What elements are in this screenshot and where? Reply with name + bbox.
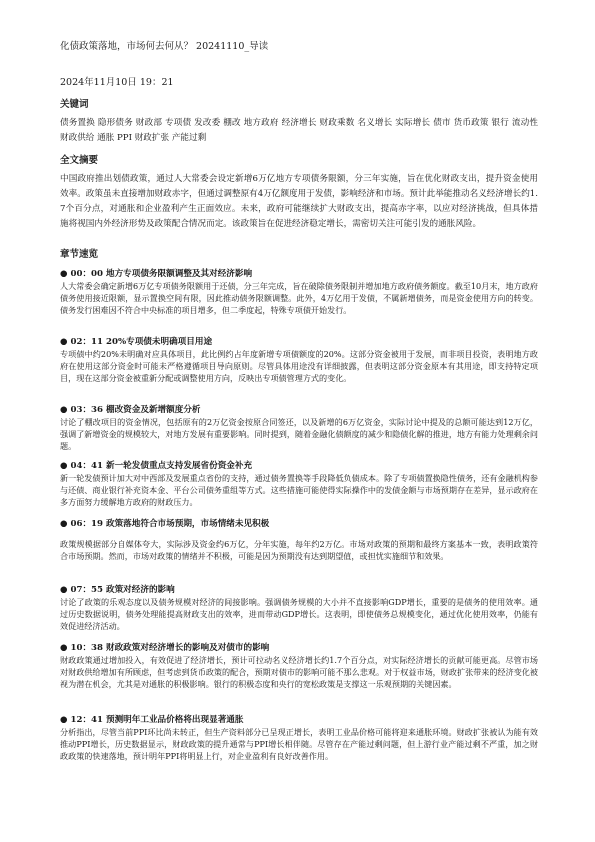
chapter-body: 新一轮发债预计加大对中西部及发展重点省份的支持，通过债务置换等手段降低负债成本。除了专项债置换隐性债务，还有金融机构参与还债、商业银行补充资本金、平台公司债务重组等方式。这些措施可能使得实际操作中的发债金额与市场预期存在差异，显示政府在多方面努力缓解地方政府的财政压力。 [60,473,538,507]
chapter-title: ● 04：41 新一轮发债重点支持发展省份资金补充 [60,461,253,471]
chapter-body: 人大常委会确定新增6万亿专项债务限额用于还债，分三年完成，旨在破除债务限制并增加地方政府债务额度。截至10月末，地方政府债务使用接近限额，显示置换空间有限，因此推动债务限额调整。此外，4万亿用于发债，不属新增债务，而是资金使用方向的转变。债务发行困难因不符合中央标准的项目增多，但二季度起，特殊专项债开始发行。 [60,281,538,315]
summary-heading: 全文摘要 [60,155,99,166]
chapter-title: ● 10：38 财政政策对经济增长的影响及对债市的影响 [60,643,270,653]
chapter-title: ● 03：36 棚改资金及新增额度分析 [60,405,201,415]
chapter-title: ● 07：55 政策对经济的影响 [60,585,175,595]
keywords-heading: 关键词 [60,99,89,110]
chapter-body: 分析指出，尽管当前PPI环比尚未转正，但生产资料部分已呈现正增长，表明工业品价格可能将迎来通胀环境。财政扩张被认为能有效推动PPI增长，历史数据显示，财政政策的提升通常与PPI增长相伴随。尽管存在产能过剩问题，但上游行业产能过剩不严重，加之财政政策的快速落地，预计明年PPI将明显上行，对企业盈利有良好改善作用。 [60,727,538,761]
chapter-title: ● 12：41 预测明年工业品价格将出现显著通胀 [60,715,244,725]
chapters-heading: 章节速览 [60,249,99,260]
chapter-title: ● 02：11 20%专项债未明确项目用途 [60,337,213,347]
chapter-body: 讨论了政策的乐观态度以及债务规模对经济的间接影响。强调债务规模的大小并不直接影响GDP增长，重要的是债务的使用效率。通过历史数据说明，债务处理能提高财政支出的效率，进而带动GDP增长。这表明，即使债务总规模变化，通过优化使用效率，仍能有效促进经济活动。 [60,597,538,631]
chapter-body: 讨论了棚改项目的资金情况，包括原有的2万亿资金按原合同签还，以及新增的6万亿资金，实际讨论中提及的总额可能达到12万亿，强调了新增资金的规模较大，对地方发展有重要影响。同时提到，随着金融化债额度的减少和隐债化解的推进，地方有能力处理剩余问题。 [60,417,538,451]
summary-text: 中国政府推出划债政策，通过人大常委会设定新增6万亿地方专项债务限额，分三年实施，旨在优化财政支出，提升资金使用效率。政策虽未直接增加财政赤字，但通过调整原有4万亿额度用于发债，影响经济和市场。预计此举能推动名义经济增长约1.7个百分点，对通胀和企业盈利产生正面效应。未来，政府可能继续扩大财政支出，提高赤字率，以应对经济挑战，但具体措施将视国内外经济形势及政策配合情况而定。该政策旨在促进经济稳定增长，需密切关注可能引发的通胀风险。 [60,174,538,229]
chapter-body: 专项债中约20%未明确对应具体项目，此比例约占年度新增专项债额度的20%。这部分资金被用于发展，而非项目投资，表明地方政府在使用这部分资金时可能未严格遵循项目导向原则。尽管具体用途没有详细披露，但表明这部分资金原本有其用途，即支持特定项目，现在这部分资金被重新分配或调整使用方向，反映出专项债管理方式的变化。 [60,349,538,383]
document-title: 化债政策落地，市场何去何从？ 20241110_导读 [60,41,269,52]
chapter-title: ● 06：19 政策落地符合市场预期，市场情绪未见积极 [60,519,270,529]
keywords-text: 债务置换 隐形债务 财政部 专项债 发改委 棚改 地方政府 经济增长 财政乘数 名义增长 实际增长 债市 货币政策 银行 流动性 财政供给 通胀 PPI 财政扩张 产能过剩 [60,118,538,143]
document-date: 2024年11月10日 19：21 [60,77,174,88]
chapter-body: 财政政策通过增加投入，有效促进了经济增长，预计可拉动名义经济增长约1.7个百分点，对实际经济增长的贡献可能更高。尽管市场对财政供给增加有所顾虑，但考虑到货币政策的配合，预期对债市的影响可能不那么悲观。对于权益市场，财政扩张带来的经济变化被视为潜在机会，尤其是对通胀的积极影响。银行的积极态度和央行的宽松政策是支撑这一乐观预期的关键因素。 [60,655,538,689]
chapter-title: ● 00：00 地方专项债务限额调整及其对经济影响 [60,269,253,279]
chapter-body: 政策规模据部分自媒体夸大，实际涉及资金约6万亿，分年实施，每年约2万亿。市场对政策的预期和最终方案基本一致，表明政策符合市场预期。然而，市场对政策的情绪并不积极，可能是因为预期没有达到期望值，或担忧实施细节和效果。 [60,539,538,561]
